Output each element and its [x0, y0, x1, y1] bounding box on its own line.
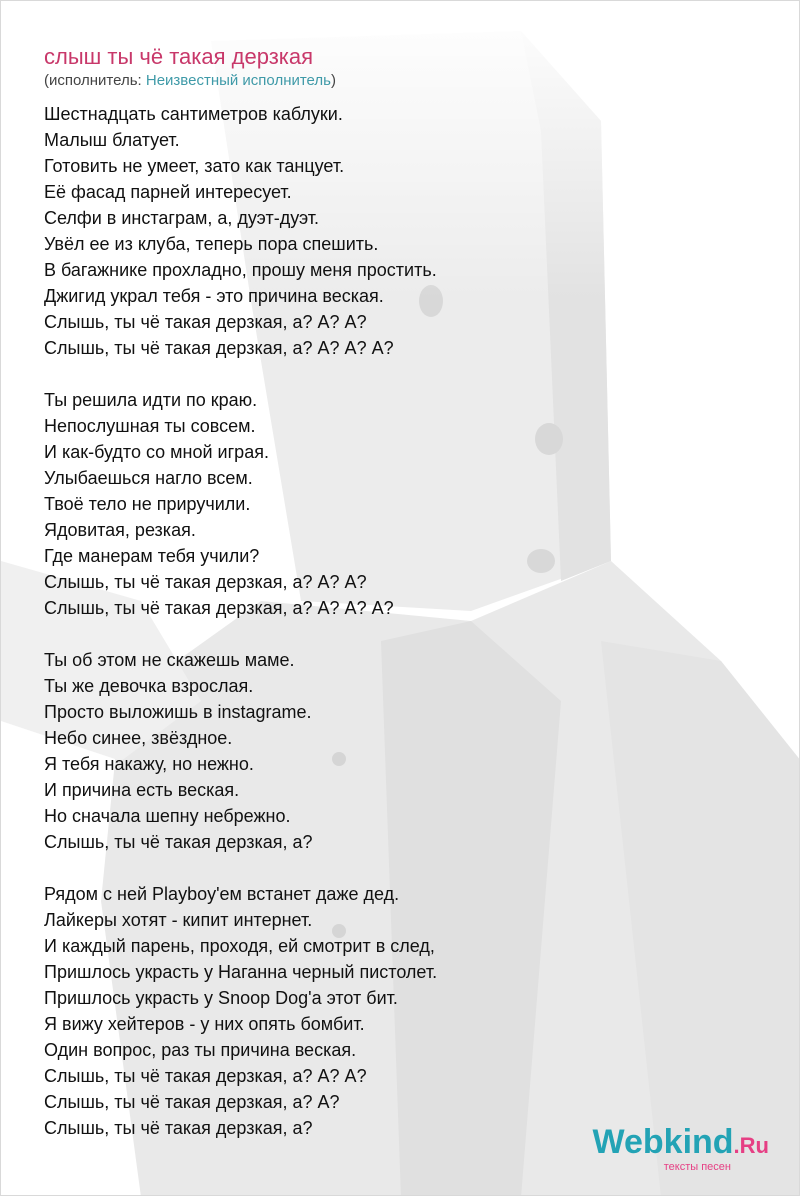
lyrics-line: Пришлось украсть у Наганна черный пистолет.	[44, 962, 438, 982]
lyrics-line: Слышь, ты чё такая дерзкая, а? А? А?	[44, 312, 367, 332]
logo-wordmark	[593, 1125, 770, 1163]
artist-line	[44, 71, 779, 91]
lyrics-line: Пришлось украсть у Snoop Dog'a этот бит.	[44, 988, 398, 1008]
lyrics-line: Слышь, ты чё такая дерзкая, а? А? А? А?	[44, 338, 394, 358]
logo-tld: .Ru	[733, 1133, 769, 1158]
lyrics-line: Слышь, ты чё такая дерзкая, а?	[44, 832, 313, 852]
lyrics-line: Джигид украл тебя - это причина веская.	[44, 286, 384, 306]
lyrics-stanza	[44, 387, 779, 621]
artist-suffix: )	[330, 72, 336, 89]
artist-prefix: (исполнитель:	[44, 72, 146, 89]
lyrics-body	[44, 101, 779, 1141]
lyrics-line: Малыш блатует.	[44, 130, 180, 150]
logo-tagline: тексты песен	[663, 1161, 731, 1173]
lyrics-stanza	[44, 101, 779, 361]
lyrics-line: Небо синее, звёздное.	[44, 728, 233, 748]
lyrics-line: Но сначала шепну небрежно.	[44, 806, 291, 826]
lyrics-line: Ты об этом не скажешь маме.	[44, 650, 295, 670]
lyrics-line: Ты решила идти по краю.	[44, 390, 258, 410]
logo-main-text: Webkind	[592, 1123, 734, 1161]
lyrics-line: Просто выложишь в instagrame.	[44, 702, 312, 722]
lyrics-line: Увёл ее из клуба, теперь пора спешить.	[44, 234, 379, 254]
lyrics-line: Где манерам тебя учили?	[44, 546, 260, 566]
lyrics-line: Слышь, ты чё такая дерзкая, а? А? А?	[44, 1066, 367, 1086]
lyrics-line: Шестнадцать сантиметров каблуки.	[44, 104, 343, 124]
lyrics-stanza	[44, 647, 779, 855]
lyrics-line: Я тебя накажу, но нежно.	[44, 754, 254, 774]
artist-link[interactable]: Неизвестный исполнитель	[145, 72, 331, 89]
lyrics-line: Рядом с ней Playboy'ем встанет даже дед.	[44, 884, 400, 904]
lyrics-stanza	[44, 881, 779, 1141]
lyrics-line: Её фасад парней интересует.	[44, 182, 292, 202]
lyrics-line: Я вижу хейтеров - у них опять бомбит.	[44, 1014, 365, 1034]
lyrics-line: И причина есть веская.	[44, 780, 240, 800]
lyrics-line: Готовить не умеет, зато как танцует.	[44, 156, 345, 176]
lyrics-line: Один вопрос, раз ты причина веская.	[44, 1040, 357, 1060]
lyrics-line: Улыбаешься нагло всем.	[44, 468, 253, 488]
site-logo[interactable]	[593, 1125, 770, 1173]
lyrics-line: Слышь, ты чё такая дерзкая, а? А?	[44, 1092, 340, 1112]
lyrics-line: Слышь, ты чё такая дерзкая, а? А? А? А?	[44, 598, 394, 618]
lyrics-line: Слышь, ты чё такая дерзкая, а?	[44, 1118, 313, 1138]
lyrics-line: Лайкеры хотят - кипит интернет.	[44, 910, 313, 930]
lyrics-content	[44, 43, 779, 1167]
lyrics-line: Ты же девочка взрослая.	[44, 676, 254, 696]
lyrics-line: В багажнике прохладно, прошу меня простить.	[44, 260, 437, 280]
lyrics-line: Слышь, ты чё такая дерзкая, а? А? А?	[44, 572, 367, 592]
lyrics-line: Непослушная ты совсем.	[44, 416, 256, 436]
lyrics-line: И как-будто со мной играя.	[44, 442, 269, 462]
song-title: слыш ты чё такая дерзкая	[44, 44, 314, 69]
lyrics-line: Ядовитая, резкая.	[44, 520, 196, 540]
lyrics-line: Твоё тело не приручили.	[44, 494, 251, 514]
lyrics-line: И каждый парень, проходя, ей смотрит в след,	[44, 936, 435, 956]
lyrics-line: Селфи в инстаграм, а, дуэт-дуэт.	[44, 208, 320, 228]
